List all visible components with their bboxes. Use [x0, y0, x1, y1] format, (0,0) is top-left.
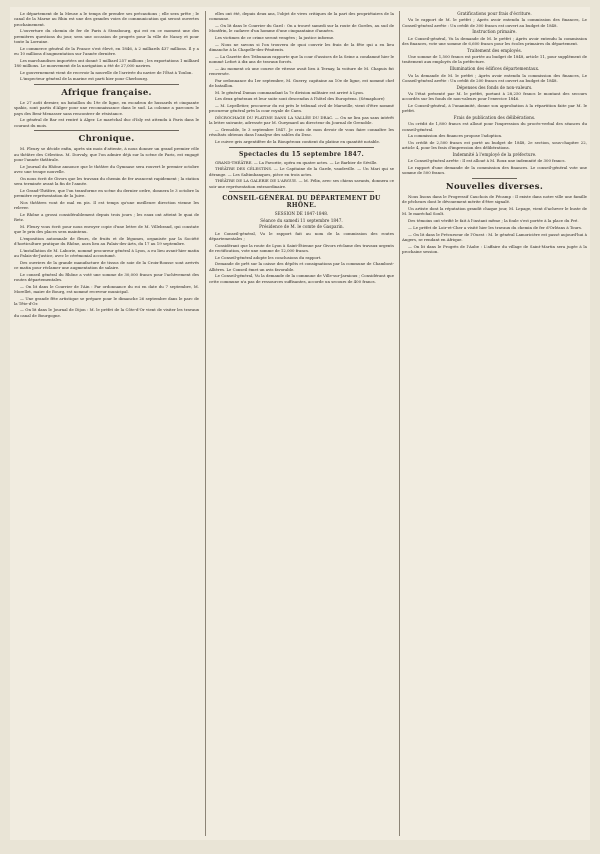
paragraph: — Au moment où une course de vitesse avait lieu à Ternay, la voiture de M. Chapuis fut renversée. — [209, 65, 394, 76]
paragraph: Un artiste dont la réputation grandit chaque jour, M. Lepage, vient d'achever le buste de M. le maréchal Soult. — [402, 206, 587, 217]
paragraph: THÉÂTRE DES CÉLESTINS. — Le Capitaine de la Garde, vaudeville. — Un Mari qui se dérange. — Les Saltimbanques, pièce en trois actes. — [209, 166, 394, 177]
paragraph: Le Journal du Rhône annonce que le théâtre du Gymnase sera rouvert le premier octobre avec une troupe nouvelle. — [14, 163, 199, 174]
column-middle — [209, 11, 394, 837]
paragraph: Le commerce général de la France s'est élevé, en 1846, à 2 milliards 437 millions. Il y a eu 10 millions d'augmentation sur l'année dernière. — [14, 45, 199, 56]
subheading: Dépenses des fonds de non-valeurs. — [456, 84, 533, 90]
paragraph: L'ouverture du chemin de fer de Paris à Strasbourg, qui est en ce moment une des premières questions du jour, sera une occasion de progrès pour la ville de Nancy et pour toute la Lorraine. — [14, 28, 199, 44]
paragraph: Un crédit de 1,800 francs est alloué pour l'impression du procès-verbal des séances du conseil-général. — [402, 121, 587, 132]
presidence-line: Présidence de M. le comte de Gasparin. — [259, 224, 344, 230]
column-rule — [399, 11, 400, 836]
paragraph: M. Fleury se décide enfin, après six mois d'attente, à nous donner un grand premier rôle au théâtre des Célestins. M. Dorvaly, que l'on admire déjà sur la scène de Paris, est engagé pour l'année théâtrale. — [14, 146, 199, 162]
paragraph: Nos théâtres vont de mal en pis. Il est temps qu'une meilleure direction vienne les relever. — [14, 199, 199, 210]
section-heading-afrique: Afrique française. — [61, 88, 152, 99]
subheading: Traitement des employés. — [467, 47, 522, 53]
paragraph: Le Conseil-général, Vu la demande de M. le préfet ; Après avoir entendu la commission des finances, vote une somme de 6,600 francs pour les écoles primaires du département. — [402, 35, 587, 47]
paragraph: Considérant que la route de Lyon à Saint-Étienne par Givors réclame des travaux urgents de rectification, vote une somme de 12,000 francs. — [209, 242, 394, 253]
column-right — [402, 11, 587, 837]
seance-date: Séance du samedi 11 septembre 1847. — [260, 217, 343, 223]
subheading: Indemnité à l'employé de la préfecture. — [452, 152, 537, 157]
paragraph: — On lit dans le Journal de Dijon : M. le préfet de la Côte-d'Or vient de visiter les travaux du canal de Bourgogne. — [14, 307, 199, 318]
paragraph: Le Conseil-général, Vu le rapport fait au nom de la commission des routes départementales ; — [209, 230, 394, 241]
paragraph: — On lit dans le Précurseur de l'Ouest : M. le général Lamoricière est passé aujourd'hui à Angers, se rendant en Afrique. — [402, 231, 587, 242]
paragraph: Le général de Bar est rentré à Alger. Le maréchal duc d'Isly est attendu à Paris dans le courant du mois. — [14, 117, 199, 128]
paragraph: Demande de prêt sur la caisse des dépôts et consignations par la commune de Chambost-Allières. Le Conseil émet un avis favorable. — [209, 261, 394, 272]
paragraph: Un crédit de 2,500 francs est porté au budget de 1848, 2e section, sous-chapitre 22, article 4, pour les frais d'impression des délibérations. — [402, 140, 587, 151]
paragraph: — On lit dans le Courrier du Gard : On a trouvé samedi sur la route de Gordes, au sud de Montfrin, le cadavre d'un homme d'une cinquantaine d'années. — [209, 22, 394, 34]
paragraph: Une somme de 1,500 francs est portée au budget de 1848, article 11, pour supplément de traitement aux employés de la préfecture. — [402, 54, 587, 65]
divider — [229, 147, 374, 148]
paragraph: — On lit dans le Progrès de l'Aube : L'affaire du village de Saint-Martin sera jugée à la prochaine session. — [402, 243, 587, 254]
paragraph: Des ouvriers de la grande manufacture de tissus de soie de la Croix-Rousse sont arrivés ce matin pour réclamer une augmentation de salaire. — [14, 259, 199, 270]
paragraph: Des témoins ont vérifié le fait à l'instant même ; la foule s'est portée à la place du Pré. — [408, 218, 579, 224]
divider — [34, 130, 179, 131]
paragraph: elles ont été, depuis deux ans, l'objet de vives critiques de la part des propriétaires de la commune. — [209, 11, 394, 22]
paragraph: Par ordonnance du 1er septembre, M. Guerry, capitaine au 10e de ligne, est nommé chef de bataillon. — [209, 77, 394, 88]
paragraph: L'installation de M. Laborie, nommé procureur général à Lyon, a eu lieu avant-hier matin au Palais-de-Justice, avec le cérémonial accoutumé. — [14, 247, 199, 258]
column-left — [14, 11, 199, 837]
paragraph: Le Conseil-général, à l'unanimité, donne son approbation à la répartition faite par M. le préfet. — [402, 102, 587, 114]
paragraph: Nous lisons dans le Progressif Cauchois de Fécamp : Il existe dans notre ville une famille de pêcheurs dont le dévouement mérite d'être signalé. — [402, 194, 587, 205]
divider — [229, 191, 374, 192]
paragraph: Les victimes de ce crime seront vengées ; la justice informe. — [215, 34, 335, 40]
subheading: Frais de publication des délibérations. — [453, 114, 536, 120]
paragraph: Le Conseil-général adopte les conclusions du rapport. — [215, 254, 322, 260]
paragraph: L'exposition automnale de fleurs, de fruits et de légumes, organisée par la Société d'horticulture pratique du Rhône, aura lieu au Palais-des-Arts, du 17 au 19 septembre. — [14, 235, 199, 246]
section-heading-spectacles: Spectacles du 15 septembre 1847. — [239, 150, 364, 158]
section-heading-conseil: CONSEIL-GÉNÉRAL DU DÉPARTEMENT DU RHÔNE. — [222, 195, 381, 210]
newspaper-page — [10, 7, 590, 840]
paragraph: Vu le rapport de M. le préfet ; Après avoir entendu la commission des finances, Le Conseil-général arrête : Un crédit de 300 francs est ouvert au budget de 1848. — [402, 17, 587, 28]
paragraph: — La Gazette des Tribunaux rapporte que la cour d'assises de la Seine a condamné hier le nommé Lefort à dix ans de travaux forcés. — [209, 53, 394, 64]
paragraph: — Grenoble, le 3 septembre 1847. Je crois de mon devoir de vous faire connaître les résultats obtenus dans l'analyse des sables du Drac. — [209, 126, 394, 138]
subheading: Gratifications pour frais d'écriture. — [457, 11, 532, 16]
paragraph: Le rapport d'une demande de la commission des finances. Le conseil-général vote une somme de 500 francs. — [402, 165, 587, 176]
paragraph: Le Grand-Théâtre, que l'on transforme en scène du dernier ordre, donnera le 3 octobre la première représentation de la Juive. — [14, 187, 199, 198]
paragraph: M. Fleury vous écrit pour nous envoyer copie d'une lettre de M. Villebrand, qui constate que le prix des places sera maintenu. — [14, 223, 199, 234]
paragraph: Le Rhône a grossi considérablement depuis trois jours ; les eaux ont atteint le quai de Retz. — [14, 211, 199, 222]
paragraph: THÉÂTRE DE LA GALERIE DE L'ARGUE. — M. Félix, avec ses chiens savants, donnera ce soir une représentation extraordinaire. — [209, 178, 394, 189]
paragraph: Le Conseil-général arrête : Il est alloué à M. Roux une indemnité de 300 francs. — [408, 158, 566, 164]
section-heading-nouvelles: Nouvelles diverses. — [445, 182, 544, 193]
paragraph: Le Conseil-général, Vu la demande de la commune de Ville-sur-Jarnioux ; Considérant que cette commune n'a pas de ressources suffisantes, accorde un secours de 400 francs. — [209, 273, 394, 284]
paragraph: — Le préfet de Loir-et-Cher a visité hier les travaux du chemin de fer d'Orléans à Tours. — [408, 224, 583, 230]
paragraph: — On lit dans le Courrier de l'Ain : Par ordonnance du roi en date du 7 septembre, M. Morellet, maire de Bourg, est nommé receveur municipal. — [14, 283, 199, 294]
paragraph: Le 27 août dernier, un bataillon du 19e de ligne, en escadron de hussards et cinquante spahis, sont partis d'Alger pour une reconnaissance dans le sud. La colonne a parcouru le pays des Beni-Menasser sans rencontrer de résistance. — [14, 100, 199, 116]
divider — [34, 84, 179, 85]
subheading: Instruction primaire. — [472, 29, 517, 35]
paragraph: Le gouvernement vient de recevoir la nouvelle de l'arrivée du navire de l'État à Toulon. — [20, 69, 193, 75]
paragraph: Les marchandises importées ont donné 1 milliard 257 millions ; les exportations 1 milliard 180 millions. Le mouvement de la navigation a été de 27,000 navires. — [14, 57, 199, 68]
paragraph: Le département de la Meuse a le temps de prendre ses précautions ; elle sera prête ; le canal de la Marne au Rhin est une des grandes voies de communication qui seront ouvertes prochainement. — [14, 11, 199, 27]
paragraph: GRAND-THÉÂTRE. — La Favorite, opéra en quatre actes. — Le Barbier de Séville. — [215, 159, 378, 165]
column-rule — [205, 11, 206, 836]
paragraph: — Une grande fête artistique se prépare pour le dimanche 26 septembre dans le parc de la Tête-d'Or. — [14, 295, 199, 306]
paragraph: — M. Lepelletier, procureur du roi près le tribunal civil de Marseille, vient d'être nommé procureur général près la cour royale de Caen. — [209, 102, 394, 114]
subheading: Illumination des édifices départementaux. — [449, 66, 540, 72]
paragraph: M. le général Dumas commandant la 7e division militaire est arrivé à Lyon. — [215, 89, 364, 95]
paragraph: — Nous ne savons si l'on trouvera de quoi couvrir les frais de la fête qui a eu lieu dimanche à la Chapelle-des-Pénitents. — [209, 41, 394, 52]
divider — [472, 178, 517, 179]
paragraph: DÉCROCHAGE DU PLATINE DANS LA VALLÉE DU DRAC. — On ne lira pas sans intérêt la lettre suivante, adressée par M. Gueymard au directeur du Journal de Grenoble. — [209, 114, 394, 126]
section-heading-chronique: Chronique. — [78, 134, 135, 145]
paragraph: L'inspecteur général de la marine est parti hier pour Cherbourg. — [20, 76, 149, 82]
paragraph: Vu la demande de M. le préfet ; Après avoir entendu la commission des finances, Le Conseil-général arrête : Un crédit de 200 francs est ouvert au budget de 1848. — [402, 72, 587, 83]
paragraph: La commission des finances propose l'adoption. — [408, 133, 503, 139]
paragraph: On nous écrit de Givors que les travaux du chemin de fer avancent rapidement ; la station sera terminée avant la fin de l'année. — [14, 175, 199, 186]
paragraph: Le conseil général du Rhône a voté une somme de 30,000 francs pour l'achèvement des routes départementales. — [14, 271, 199, 282]
paragraph: Les deux généraux et leur suite sont descendus à l'hôtel des Européens. (Sémaphore) — [215, 96, 385, 102]
session-subtitle: SESSION DE 1847-1848. — [274, 211, 329, 217]
paragraph: Vu l'état présenté par M. le préfet, portant à 28,250 francs le montant des secours accordés sur les fonds de non-valeurs pour l'exercice 1846. — [402, 90, 587, 102]
paragraph: Le cuivre gris argentifère de la Rioupéroux contient du platine en quantité notable. — [215, 138, 381, 144]
